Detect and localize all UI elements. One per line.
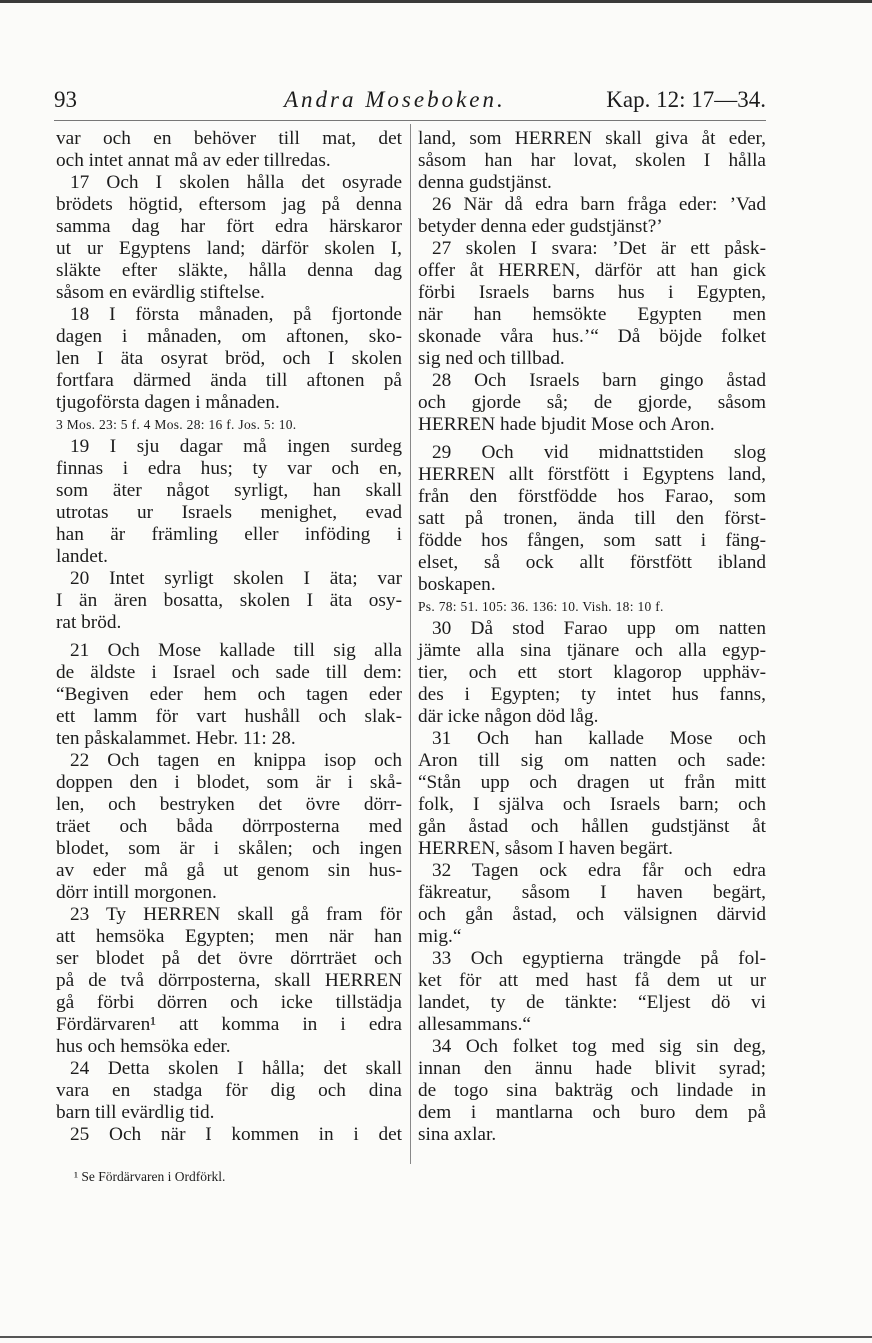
text-line: utrotas ur Israels menighet, evad — [56, 502, 402, 523]
text-line: mig.“ — [418, 926, 462, 947]
text-line: allesammans.“ — [418, 1014, 531, 1035]
text-line: offer åt HERREN, därför att han gick — [418, 260, 766, 281]
text-line: 28 Och Israels barn gingo åstad — [432, 370, 766, 391]
text-line: samma dag har fört edra härskaror — [56, 216, 402, 237]
text-line: “Stån upp och dragen ut från mitt — [418, 772, 766, 793]
text-line: 24 Detta skolen I hålla; det skall — [70, 1058, 402, 1079]
text-line: barn till evärdlig tid. — [56, 1102, 215, 1123]
text-line: ut ur Egyptens land; därför skolen I, — [56, 238, 402, 259]
text-line: HERREN, såsom I haven begärt. — [418, 838, 673, 859]
text-line: och gjorde så; de gjorde, såsom — [418, 392, 766, 413]
text-line: denna gudstjänst. — [418, 172, 552, 193]
text-line: ten påskalammet. Hebr. 11: 28. — [56, 728, 296, 749]
text-line: sina axlar. — [418, 1124, 497, 1145]
text-line: dagen i månaden, om aftonen, sko- — [56, 326, 402, 347]
text-line: betyder denna eder gudstjänst?’ — [418, 216, 663, 237]
text-line: 19 I sju dagar må ingen surdeg — [70, 436, 402, 457]
text-line: innan den ännu hade blivit syrad; — [418, 1058, 766, 1079]
text-line: rat bröd. — [56, 612, 122, 633]
page-number: 93 — [54, 87, 77, 112]
text-line: jämte alla sina tjänare och alla egyp- — [418, 640, 766, 661]
text-line: födde hos fången, som satt i fäng- — [418, 530, 766, 551]
text-line: elset, så ock allt förstfött ibland — [418, 552, 766, 573]
text-line: av eder må gå ut genom sin hus- — [56, 860, 402, 881]
text-line: 33 Och egyptierna trängde på fol- — [432, 948, 766, 969]
text-line: 17 Och I skolen hålla det osyrade — [70, 172, 402, 193]
text-line: 34 Och folket tog med sig sin deg, — [432, 1036, 766, 1057]
text-line: doppen den i blodet, som är i skå- — [56, 772, 402, 793]
text-line: där icke någon död låg. — [418, 706, 599, 727]
text-line: HERREN hade bjudit Mose och Aron. — [418, 414, 715, 435]
text-line: satt på tronen, ända till den först- — [418, 508, 766, 529]
text-line: len I äta osyrat bröd, och I skolen — [56, 348, 402, 369]
text-line: fäkreatur, såsom I haven begärt, — [418, 882, 766, 903]
text-line: I än ären bosatta, skolen I äta osy- — [56, 590, 402, 611]
text-line: 27 skolen I svara: ’Det är ett påsk- — [432, 238, 766, 259]
top-border-rule — [0, 0, 872, 3]
text-line: 22 Och tagen en knippa isop och — [70, 750, 402, 771]
bottom-border-rule — [0, 1336, 872, 1338]
text-line: landet, ty de tänkte: “Eljest dö vi — [418, 992, 766, 1013]
column-divider — [410, 124, 411, 1164]
running-title: Andra Moseboken. — [284, 87, 506, 112]
text-line: finnas i edra hus; ty var och en, — [56, 458, 402, 479]
text-line: Aron till sig om natten och sade: — [418, 750, 766, 771]
page-header — [54, 86, 766, 116]
text-line: släkte efter släkte, hålla denna dag — [56, 260, 402, 281]
cross-reference: 3 Mos. 23: 5 f. 4 Mos. 28: 16 f. Jos. 5: 10. — [56, 417, 297, 432]
text-line: träet och båda dörrposterna med — [56, 816, 402, 837]
text-line: såsom han har lovat, skolen I hålla — [418, 150, 766, 171]
text-line: de äldste i Israel och sade till dem: — [56, 662, 402, 683]
text-line: 18 I första månaden, på fjortonde — [70, 304, 402, 325]
cross-reference: Ps. 78: 51. 105: 36. 136: 10. Vish. 18: 10 f. — [418, 599, 664, 614]
text-line: ett lamm för vart hushåll och slak- — [56, 706, 402, 727]
text-line: blodet, som är i skålen; och ingen — [56, 838, 402, 859]
text-column-right — [418, 128, 766, 1146]
text-line: ket för att med hast få dem ut ur — [418, 970, 766, 991]
text-line: 26 När då edra barn fråga eder: ’Vad — [432, 194, 766, 215]
chapter-reference: Kap. 12: 17—34. — [606, 87, 766, 112]
text-line: från den förstfödde hos Farao, som — [418, 486, 766, 507]
text-line: folk, I själva och Israels barn; och — [418, 794, 766, 815]
text-line: 30 Då stod Farao upp om natten — [432, 618, 766, 639]
text-line: brödets högtid, eftersom jag på denna — [56, 194, 402, 215]
text-line: 23 Ty HERREN skall gå fram för — [70, 904, 402, 925]
footnote: ¹ Se Fördärvaren i Ordförkl. — [74, 1169, 226, 1184]
text-line: gån åstad och hållen gudstjänst åt — [418, 816, 766, 837]
text-line: skonade våra hus.’“ Då böjde folket — [418, 326, 766, 347]
text-line: HERREN allt förstfött i Egyptens land, — [418, 464, 766, 485]
text-line: som äter något syrligt, han skall — [56, 480, 402, 501]
text-line: ser blodet på det övre dörrträet och — [56, 948, 402, 969]
text-line: och gån åstad, och välsignen därvid — [418, 904, 766, 925]
text-line: såsom en evärdlig stiftelse. — [56, 282, 265, 303]
text-line: var och en behöver till mat, det — [56, 128, 402, 149]
text-line: han är främling eller inföding i — [56, 524, 402, 545]
text-line: Fördärvaren¹ att komma in i edra — [56, 1014, 402, 1035]
text-line: dem i mantlarna och buro dem på — [418, 1102, 766, 1123]
text-line: sig ned och tillbad. — [418, 348, 565, 369]
text-line: 31 Och han kallade Mose och — [432, 728, 766, 749]
text-line: fortfara därmed ända till aftonen på — [56, 370, 402, 391]
text-line: 29 Och vid midnattstiden slog — [432, 442, 766, 463]
text-line: dörr intill morgonen. — [56, 882, 217, 903]
text-line: len, och bestryken det övre dörr- — [56, 794, 402, 815]
header-rule — [54, 120, 766, 121]
text-line: “Begiven eder hem och tagen eder — [56, 684, 402, 705]
text-line: boskapen. — [418, 574, 496, 595]
text-line: och intet annat må av eder tillredas. — [56, 150, 331, 171]
text-line: 32 Tagen ock edra får och edra — [432, 860, 766, 881]
text-line: vara en stadga för dig och dina — [56, 1080, 402, 1101]
text-line: tjugoförsta dagen i månaden. — [56, 392, 280, 413]
text-line: tier, och ett stort klagorop upphäv- — [418, 662, 766, 683]
text-line: förbi Israels barns hus i Egypten, — [418, 282, 766, 303]
text-line: när han hemsökte Egypten men — [418, 304, 766, 325]
text-line: att hemsöka Egypten; men när han — [56, 926, 402, 947]
text-line: hus och hemsöka eder. — [56, 1036, 231, 1057]
text-line: 25 Och när I kommen in i det — [70, 1124, 402, 1145]
text-line: landet. — [56, 546, 108, 567]
text-line: gå förbi dörren och icke tillstädja — [56, 992, 402, 1013]
text-line: des i Egypten; ty intet hus fanns, — [418, 684, 766, 705]
text-line: 21 Och Mose kallade till sig alla — [70, 640, 402, 661]
text-line: land, som HERREN skall giva åt eder, — [418, 128, 766, 149]
text-column-left — [56, 128, 402, 1146]
text-line: på de två dörrposterna, skall HERREN — [56, 970, 402, 991]
text-line: de togo sina bakträg och lindade in — [418, 1080, 766, 1101]
text-line: 20 Intet syrligt skolen I äta; var — [70, 568, 402, 589]
